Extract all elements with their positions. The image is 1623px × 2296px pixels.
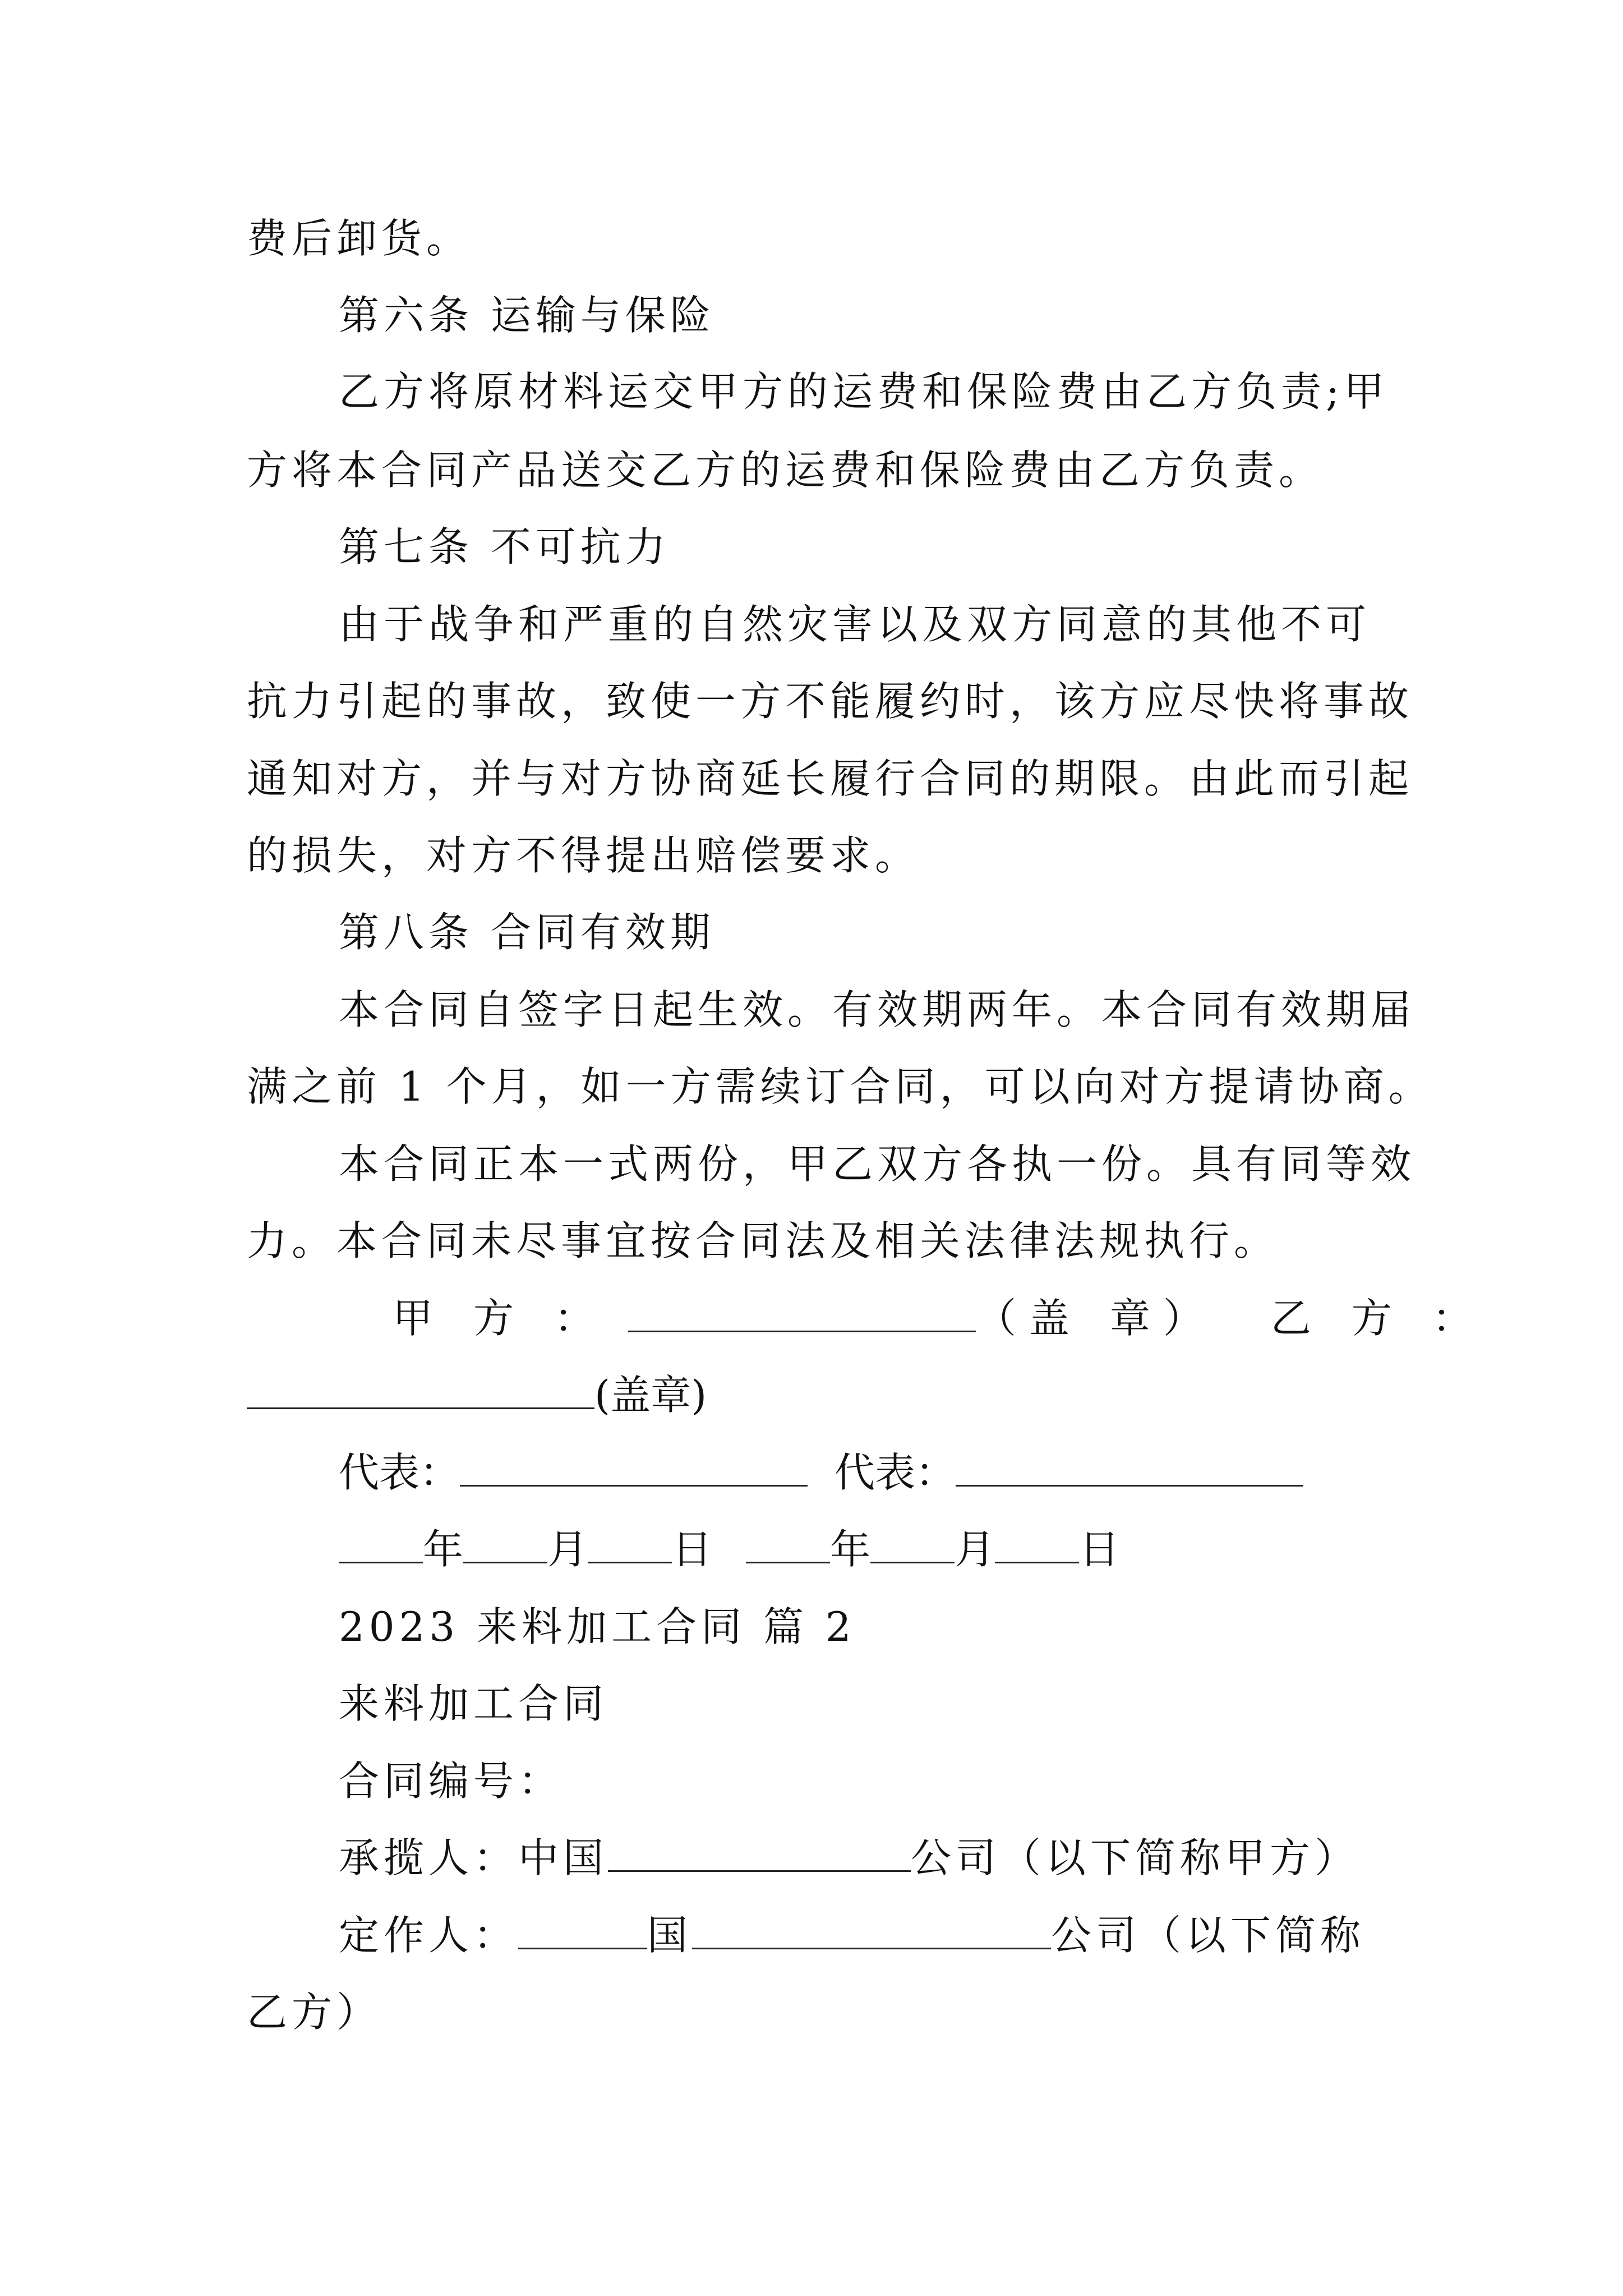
year-a-blank[interactable] [339,1522,423,1563]
body-line-6: 由于战争和严重的自然灾害以及双方同意的其他不可 [339,601,1371,648]
body-line-14: 力。本合同未尽事宜按合同法及相关法律法规执行。 [247,1217,1279,1264]
contractor-label: 承揽人：中国 [339,1834,608,1881]
section-2-heading: 2023 来料加工合同 篇 2 [339,1603,856,1650]
body-line-12: 满之前 1 个月，如一方需续订合同，可以向对方提请协商。 [247,1063,1433,1110]
contract-number-label: 合同编号： [339,1757,564,1805]
day-b-blank[interactable] [995,1522,1079,1563]
article-6-heading: 第六条 运输与保险 [339,292,715,339]
orderer-suffix-continued: 乙方） [247,1989,382,2036]
rep-b-blank[interactable] [956,1446,1303,1487]
month-b-blank[interactable] [870,1522,955,1563]
body-line-8: 通知对方，并与对方协商延长履行合同的期限。由此而引起 [247,755,1414,802]
day-b-label: 日 [1079,1526,1120,1573]
party-a-blank[interactable] [628,1291,976,1332]
signature-line-2 [247,1367,707,1423]
body-line-7: 抗力引起的事故，致使一方不能履约时，该方应尽快将事故 [247,678,1414,725]
month-a-label: 月 [547,1526,588,1573]
year-b-label: 年 [830,1526,871,1573]
orderer-suffix: 公司（以下简称 [1051,1912,1366,1959]
body-line-9: 的损失，对方不得提出赔偿要求。 [247,832,920,879]
body-line-4: 方将本合同产品送交乙方的运费和保险费由乙方负责。 [247,447,1324,494]
article-7-heading: 第七条 不可抗力 [339,523,670,570]
contractor-suffix: 公司（以下简称甲方） [911,1834,1360,1881]
month-a-blank[interactable] [463,1522,547,1563]
day-a-blank[interactable] [588,1522,672,1563]
month-b-label: 月 [955,1526,995,1573]
representative-line [339,1444,1303,1501]
contractor-blank[interactable] [608,1831,911,1872]
seal-b-label: (盖章) [594,1372,707,1419]
party-b-blank[interactable] [247,1368,594,1409]
rep-a-blank[interactable] [460,1446,808,1487]
contractor-line [339,1830,1359,1886]
rep-b-label: 代表： [834,1449,956,1496]
date-line [339,1521,1119,1577]
orderer-label: 定作人： [339,1912,519,1959]
party-b-label: 乙 方 ： [1270,1295,1473,1342]
orderer-company-blank[interactable] [692,1908,1051,1949]
seal-a-label: （ 盖 章 ） [976,1295,1204,1342]
orderer-country: 国 [647,1912,693,1959]
orderer-country-blank[interactable] [518,1908,647,1949]
signature-line-1 [393,1290,1473,1346]
body-line-3: 乙方将原材料运交甲方的运费和保险费由乙方负责;甲 [339,368,1389,415]
contract-title: 来料加工合同 [339,1680,608,1727]
body-line-11: 本合同自签字日起生效。有效期两年。本合同有效期届 [339,986,1416,1033]
body-line-1: 费后卸货。 [247,215,472,262]
year-b-blank[interactable] [746,1522,830,1563]
party-a-label: 甲 方 ： [393,1295,595,1342]
orderer-line [339,1907,1365,1963]
rep-a-label: 代表： [339,1449,460,1496]
article-8-heading: 第八条 合同有效期 [339,909,715,956]
body-line-13: 本合同正本一式两份，甲乙双方各执一份。具有同等效 [339,1140,1416,1188]
day-a-label: 日 [672,1526,713,1573]
year-a-label: 年 [423,1526,464,1573]
